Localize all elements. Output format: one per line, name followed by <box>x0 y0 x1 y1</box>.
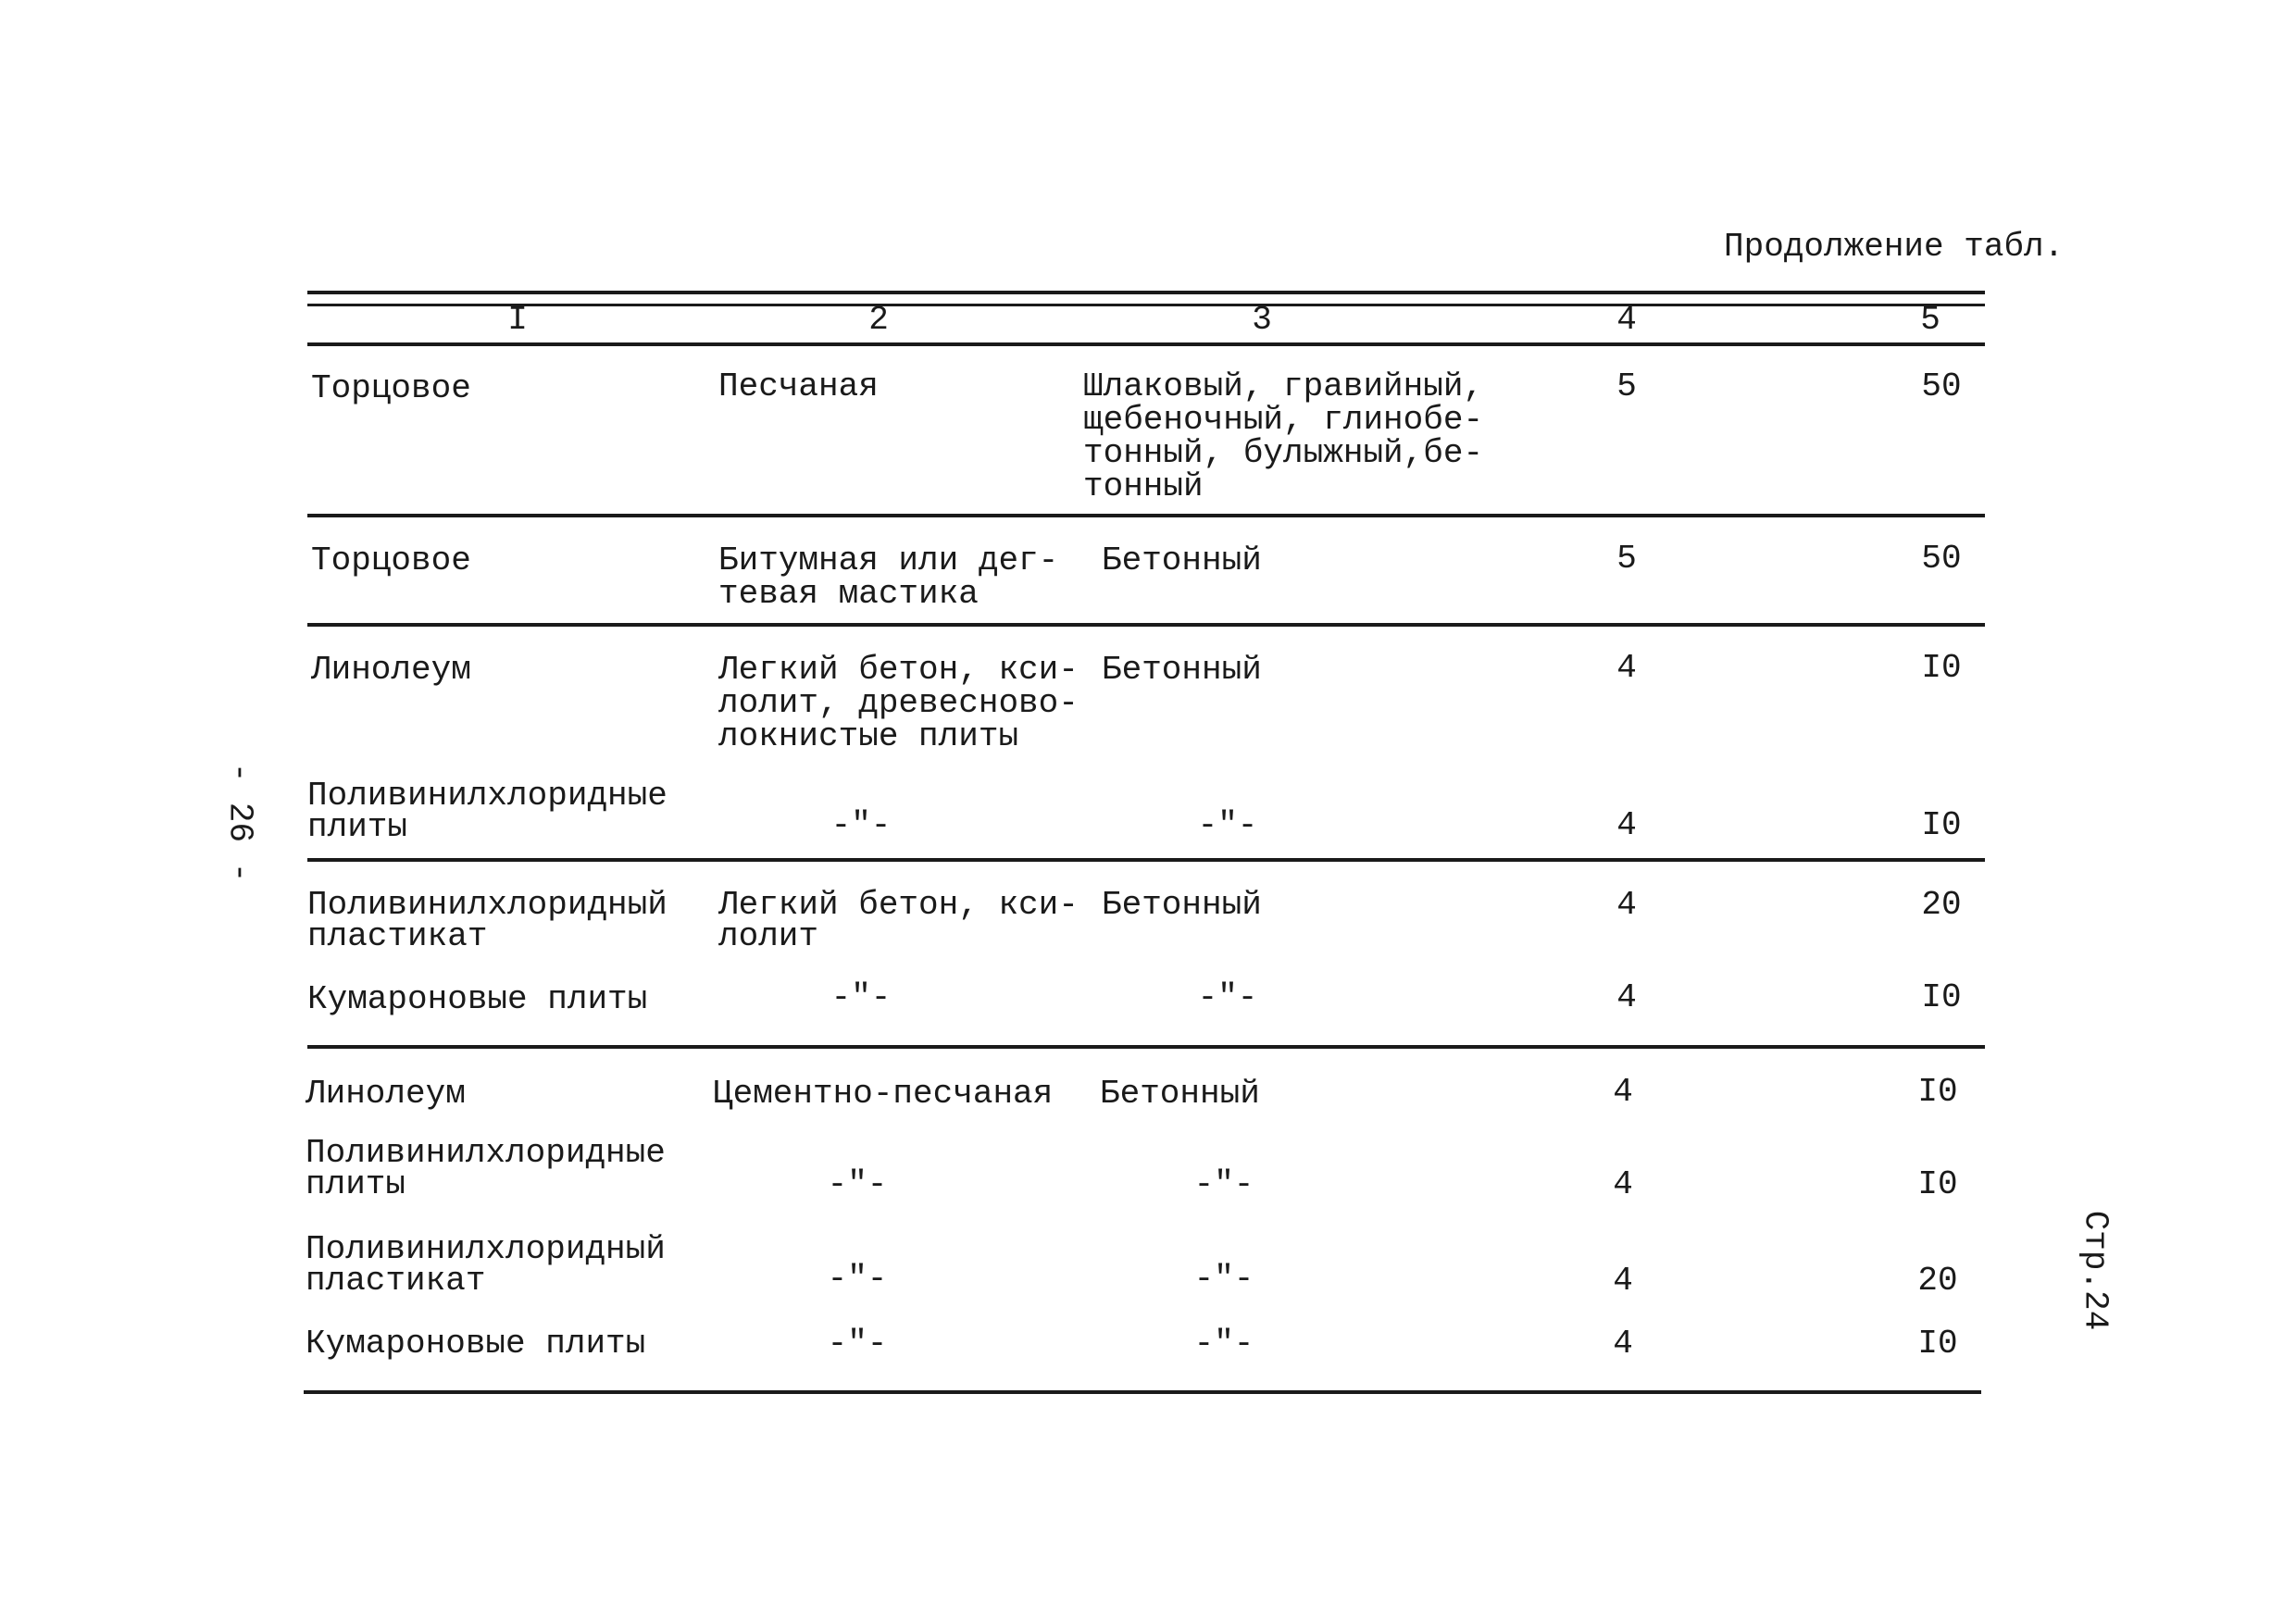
row3-col2-line1: Легкий бетон, кси- <box>718 651 1079 689</box>
row10-col4: 4 <box>1613 1325 1633 1363</box>
row7-col1: Линолеум <box>306 1075 466 1113</box>
row3-col3: Бетонный <box>1102 651 1262 689</box>
row3-col4: 4 <box>1616 649 1637 687</box>
row6-col5: I0 <box>1921 978 1962 1016</box>
row1-col3-line4: тонный <box>1083 467 1204 505</box>
table-bottom-rule <box>304 1390 1981 1394</box>
header-col-3: 3 <box>1252 301 1272 339</box>
row10-col5: I0 <box>1917 1325 1958 1363</box>
row9-col1-line1: Поливинилхлоридный <box>306 1230 666 1268</box>
row2-col4: 5 <box>1616 540 1637 578</box>
row4-col5: I0 <box>1921 806 1962 844</box>
row2-col2-line1: Битумная или дег- <box>718 541 1059 579</box>
row-divider <box>307 1045 1985 1049</box>
row1-col4: 5 <box>1616 367 1637 405</box>
row9-col3-ditto: -"- <box>1193 1260 1254 1298</box>
row4-col3-ditto: -"- <box>1197 806 1258 844</box>
row9-col2-ditto: -"- <box>827 1260 888 1298</box>
row10-col3-ditto: -"- <box>1193 1325 1254 1363</box>
header-bottom-rule <box>307 342 1985 346</box>
row9-col5: 20 <box>1917 1262 1958 1300</box>
row2-col1: Торцовое <box>311 541 471 579</box>
row6-col1: Кумароновые плиты <box>307 980 648 1018</box>
row5-col5: 20 <box>1921 886 1962 924</box>
row1-col3-line1: Шлаковый, гравийный, <box>1083 367 1484 405</box>
row-divider <box>307 623 1985 627</box>
row6-col2-ditto: -"- <box>830 978 892 1016</box>
row1-col5: 50 <box>1921 367 1962 405</box>
row8-col3-ditto: -"- <box>1193 1165 1254 1203</box>
row1-col1: Торцовое <box>311 369 471 407</box>
row7-col3: Бетонный <box>1100 1075 1260 1113</box>
header-col-2: 2 <box>868 301 889 339</box>
row5-col2-line2: лолит <box>718 917 819 955</box>
row5-col2-line1: Легкий бетон, кси- <box>718 886 1079 924</box>
row10-col1: Кумароновые плиты <box>306 1325 646 1363</box>
table-top-rule <box>307 291 1985 294</box>
continuation-label: Продолжение табл. <box>1724 228 2065 266</box>
row4-col4: 4 <box>1616 806 1637 844</box>
row8-col2-ditto: -"- <box>827 1165 888 1203</box>
row5-col1-line2: пластикат <box>307 917 488 955</box>
row3-col2-line3: локнистые плиты <box>718 717 1019 755</box>
row6-col4: 4 <box>1616 978 1637 1016</box>
row5-col3: Бетонный <box>1102 886 1262 924</box>
row1-col2: Песчаная <box>718 367 879 405</box>
row7-col2: Цементно-песчаная <box>713 1075 1054 1113</box>
row4-col1-line2: плиты <box>307 808 408 846</box>
row10-col2-ditto: -"- <box>827 1325 888 1363</box>
row3-col5: I0 <box>1921 649 1962 687</box>
row-divider <box>307 858 1985 862</box>
row1-col3-line3: тонный, булыжный,бе- <box>1083 434 1484 472</box>
row3-col2-line2: лолит, древесново- <box>718 684 1079 722</box>
row7-col5: I0 <box>1917 1073 1958 1111</box>
header-col-4: 4 <box>1616 301 1637 339</box>
page-number-left: - 26 - <box>220 762 259 883</box>
row2-col5: 50 <box>1921 540 1962 578</box>
header-col-1: I <box>507 301 528 339</box>
row9-col4: 4 <box>1613 1262 1633 1300</box>
row-divider <box>307 514 1985 517</box>
row6-col3-ditto: -"- <box>1197 978 1258 1016</box>
row7-col4: 4 <box>1613 1073 1633 1111</box>
header-col-5: 5 <box>1920 301 1940 339</box>
row8-col1-line1: Поливинилхлоридные <box>306 1134 666 1172</box>
row5-col4: 4 <box>1616 886 1637 924</box>
row5-col1-line1: Поливинилхлоридный <box>307 886 668 924</box>
row8-col1-line2: плиты <box>306 1165 406 1203</box>
row3-col1: Линолеум <box>311 651 471 689</box>
row2-col3: Бетонный <box>1102 541 1262 579</box>
page-number-right: Стр.24 <box>2076 1210 2115 1331</box>
row2-col2-line2: тевая мастика <box>718 575 979 613</box>
row9-col1-line2: пластикат <box>306 1262 486 1300</box>
row8-col4: 4 <box>1613 1165 1633 1203</box>
row4-col2-ditto: -"- <box>830 806 892 844</box>
row8-col5: I0 <box>1917 1165 1958 1203</box>
row4-col1-line1: Поливинилхлоридные <box>307 777 668 815</box>
row1-col3-line2: щебеночный, глинобе- <box>1083 401 1484 439</box>
